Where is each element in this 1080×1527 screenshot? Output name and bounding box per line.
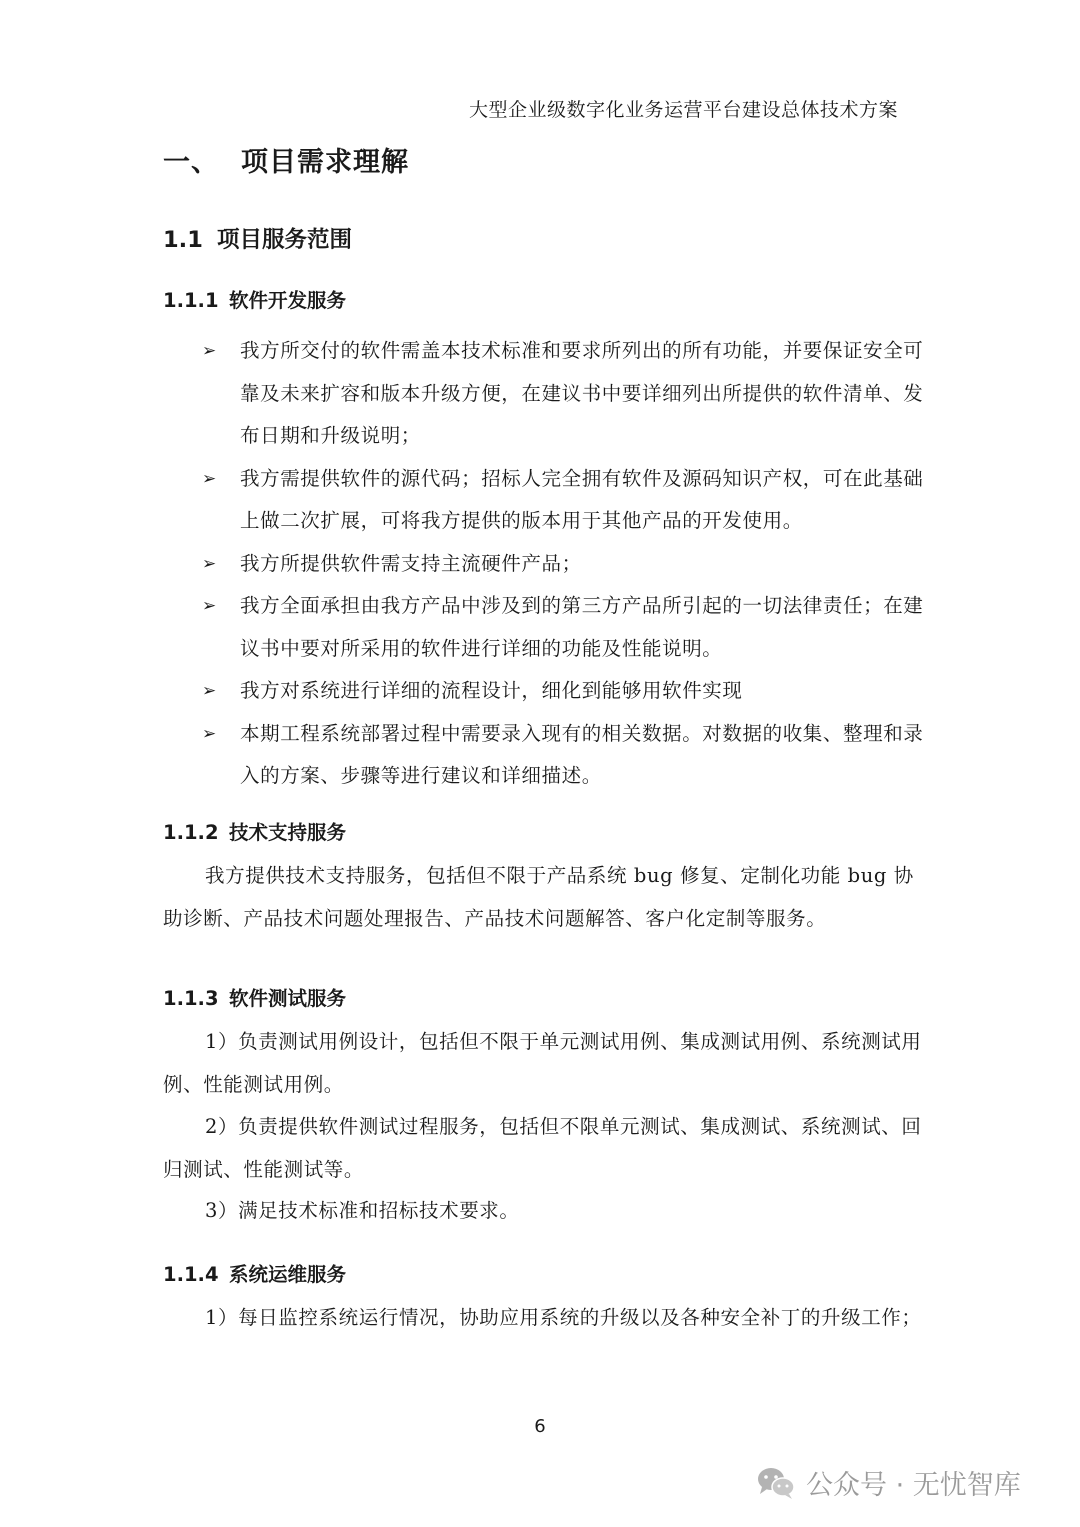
subsection-number: 1.1 (163, 227, 203, 253)
heading-1-1-4 (163, 1259, 346, 1287)
heading-1-1-3 (163, 983, 346, 1011)
section-heading (163, 140, 409, 179)
heading-title: 技术支持服务 (229, 821, 347, 844)
arrow-bullet-icon: ➢ (202, 468, 217, 489)
bullet-text: 我方所交付的软件需盖本技术标准和要求所列出的所有功能，并要保证安全可靠及未来扩容和版本升级方便，在建议书中要详细列出所提供的软件清单、发布日期和升级说明； (240, 339, 924, 447)
bullet-item (200, 458, 940, 543)
running-header: 大型企业级数字化业务运营平台建设总体技术方案 (468, 99, 898, 121)
arrow-bullet-icon: ➢ (202, 553, 217, 574)
bullet-text: 我方全面承担由我方产品中涉及到的第三方产品所引起的一切法律责任；在建议书中要对所采用的软件进行详细的功能及性能说明。 (240, 594, 924, 660)
arrow-bullet-icon: ➢ (202, 596, 217, 616)
bullet-item (200, 713, 940, 798)
bullet-text: 我方对系统进行详细的流程设计，细化到能够用软件实现 (240, 679, 743, 702)
subsection-title: 项目服务范围 (217, 227, 353, 253)
bullet-text: 本期工程系统部署过程中需要录入现有的相关数据。对数据的收集、整理和录入的方案、步骤等进行建议和详细描述。 (240, 721, 924, 787)
software-dev-bullet-list (200, 330, 940, 798)
heading-number: 1.1.1 (163, 289, 219, 312)
page-number: 6 (534, 1416, 546, 1437)
watermark (756, 1463, 1021, 1502)
bullet-text: 我方所提供软件需支持主流硬件产品； (240, 551, 582, 575)
wechat-icon (756, 1466, 796, 1500)
bullet-item (200, 330, 940, 458)
heading-number: 1.1.2 (163, 821, 219, 844)
tech-support-paragraph: 我方提供技术支持服务，包括但不限于产品系统 bug 修复、定制化功能 bug 协助诊断、产品技术问题处理报告、产品技术问题解答、客户化定制等服务。 (163, 864, 914, 930)
bullet-text: 我方需提供软件的源代码；招标人完全拥有软件及源码知识产权，可在此基础上做二次扩展，可将我方提供的版本用于其他产品的开发使用。 (240, 466, 924, 532)
heading-number: 1.1.4 (163, 1263, 219, 1286)
section-title: 项目需求理解 (241, 147, 409, 178)
testing-item-3: 3）满足技术标准和招标技术要求。 (205, 1199, 520, 1222)
arrow-bullet-icon: ➢ (202, 723, 217, 744)
bullet-item (200, 585, 940, 670)
heading-1-1-2 (163, 817, 346, 845)
heading-1-1-1 (163, 285, 346, 313)
watermark-text: 公众号 · 无忧智库 (806, 1470, 1021, 1501)
bullet-item (200, 543, 940, 586)
heading-number: 1.1.3 (163, 987, 219, 1010)
heading-title: 系统运维服务 (229, 1263, 347, 1286)
heading-title: 软件开发服务 (229, 289, 347, 312)
section-number: 一、 (163, 147, 219, 178)
testing-item-2: 2）负责提供软件测试过程服务，包括但不限单元测试、集成测试、系统测试、回归测试、性能测试等。 (163, 1115, 922, 1181)
ops-item-1: 1）每日监控系统运行情况，协助应用系统的升级以及各种安全补丁的升级工作； (205, 1306, 922, 1329)
arrow-bullet-icon: ➢ (202, 681, 217, 701)
testing-item-1: 1）负责测试用例设计，包括但不限于单元测试用例、集成测试用例、系统测试用例、性能测试用例。 (163, 1030, 922, 1096)
heading-title: 软件测试服务 (229, 987, 347, 1010)
subsection-heading (163, 222, 352, 254)
arrow-bullet-icon: ➢ (202, 341, 217, 361)
bullet-item (200, 670, 940, 713)
